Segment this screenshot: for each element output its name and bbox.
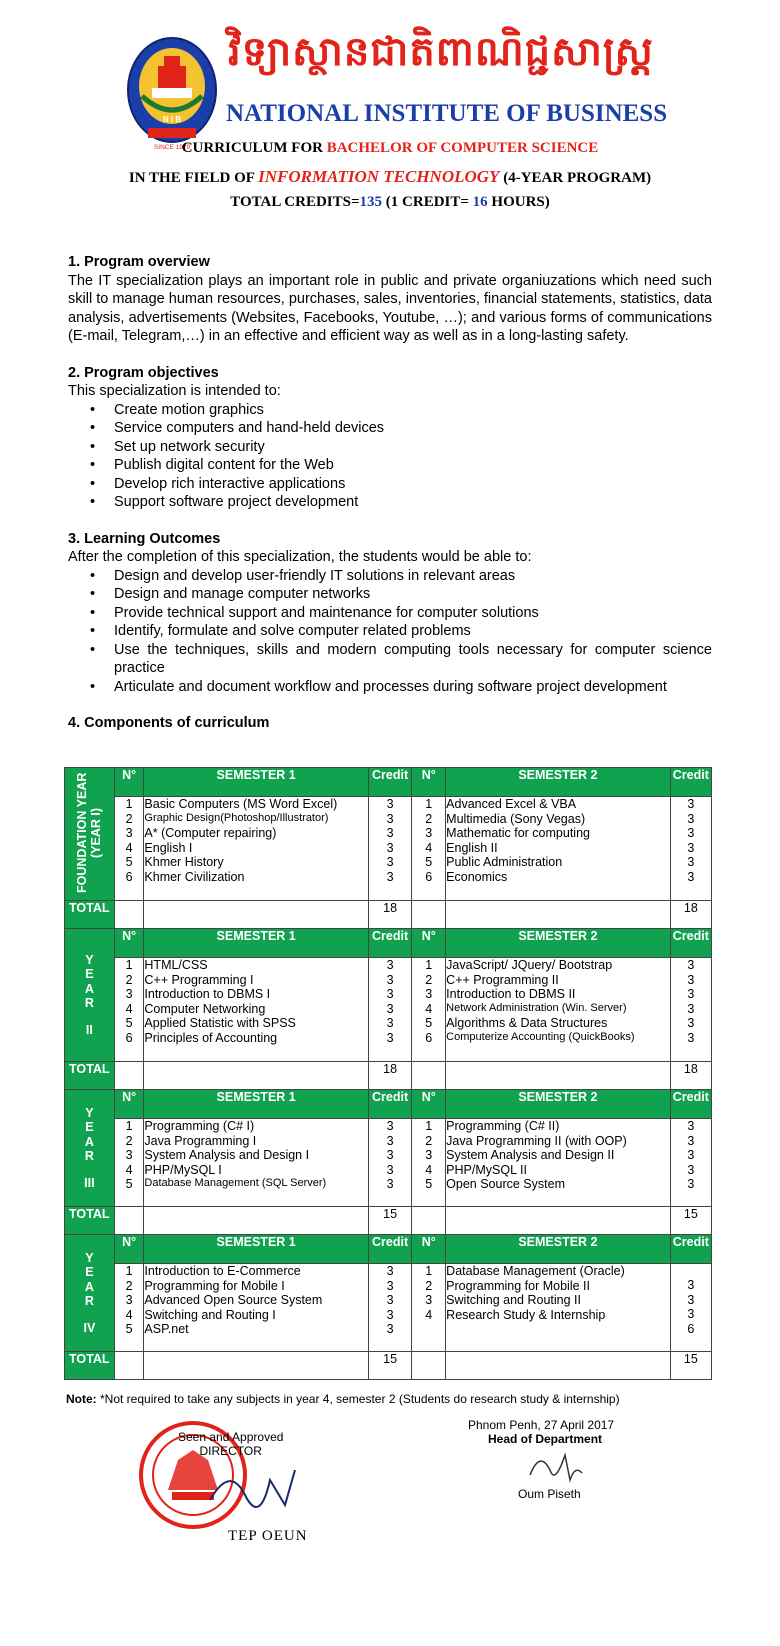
outcomes-intro: After the completion of this specialization, the students would be able to: [68, 549, 532, 565]
list-item: 3 [386, 1001, 394, 1016]
list-item: 4 [125, 1162, 133, 1177]
list-item: Database Management (SQL Server) [144, 1177, 327, 1190]
sem1-subjects [144, 1264, 368, 1352]
sem2-numbers [412, 1264, 446, 1352]
col-no-1: N° [114, 1090, 144, 1119]
col-credit-1: Credit [368, 768, 411, 797]
year-label [65, 1090, 115, 1207]
list-item: 4 [125, 840, 133, 855]
list-item: 6 [425, 869, 433, 884]
note-text: *Not required to take any subjects in year 4, semester 2 (Students do research study & internship) [96, 1392, 620, 1406]
list-item: 3 [687, 1292, 695, 1307]
sem2-subjects [446, 1119, 670, 1207]
list-item: 3 [687, 1016, 695, 1031]
list-item: Programming for Mobile II [446, 1278, 590, 1293]
list-item: 3 [386, 811, 394, 826]
empty-cell [144, 1062, 368, 1090]
list-item: Open Source System [446, 1177, 565, 1192]
col-semester-2: SEMESTER 2 [446, 768, 670, 797]
institute-name: NATIONAL INSTITUTE OF BUSINESS [226, 100, 668, 127]
total-sem2: 18 [670, 1062, 711, 1090]
list-item: 3 [386, 1133, 394, 1148]
list-item: Introduction to DBMS I [144, 987, 271, 1002]
credits-prefix: TOTAL CREDITS= [230, 194, 360, 210]
program-length: (4-YEAR PROGRAM) [499, 170, 652, 186]
empty-cell [114, 1062, 144, 1090]
list-item: 3 [687, 797, 695, 811]
list-item: 1 [425, 1119, 433, 1133]
head-name: Oum Piseth [518, 1487, 581, 1501]
col-no-1: N° [114, 768, 144, 797]
list-item: 3 [386, 1264, 394, 1278]
year-label-text: FOUNDATION YEAR (YEAR I) [75, 772, 104, 893]
overview-title: 1. Program overview [68, 254, 210, 270]
list-item: 5 [425, 1016, 433, 1031]
list-item: 3 [386, 1119, 394, 1133]
list-item: 3 [125, 987, 133, 1002]
list-item: 3 [687, 972, 695, 987]
total-label: TOTAL [65, 1352, 115, 1380]
table-header-row [65, 768, 712, 797]
table-row [65, 797, 712, 901]
list-item: • Articulate and document workflow and processes during software project development [114, 678, 712, 697]
list-item: 3 [687, 1119, 695, 1133]
year-label [65, 929, 115, 1062]
list-item: Introduction to DBMS II [446, 987, 576, 1002]
list-item: 1 [125, 797, 133, 811]
list-item: 2 [425, 1133, 433, 1148]
col-credit-2: Credit [670, 1235, 711, 1264]
head-of-department: Head of Department [488, 1432, 603, 1446]
col-no-2: N° [412, 768, 446, 797]
col-no-1: N° [114, 929, 144, 958]
list-item: 3 [687, 958, 695, 972]
col-semester-1: SEMESTER 1 [144, 929, 368, 958]
list-item: 4 [425, 840, 433, 855]
sem2-credits [670, 1119, 711, 1207]
director-name: TEP OEUN [228, 1528, 308, 1544]
list-item: 4 [125, 1001, 133, 1016]
list-item: Switching and Routing II [446, 1293, 581, 1308]
logo-since: SINCE 1979 [153, 144, 191, 151]
list-item: 2 [125, 1278, 133, 1293]
list-item: Network Administration (Win. Server) [446, 1001, 627, 1014]
document-body [68, 253, 712, 733]
list-item: 3 [386, 855, 394, 870]
list-item: 3 [687, 1001, 695, 1016]
sem2-credits [670, 797, 711, 901]
list-item: Graphic Design(Photoshop/Illustrator) [144, 811, 329, 824]
list-item: 3 [125, 1148, 133, 1163]
list-item: 1 [125, 1264, 133, 1278]
total-sem2: 18 [670, 901, 711, 929]
list-item: PHP/MySQL II [446, 1162, 527, 1177]
list-item: 5 [125, 1177, 133, 1192]
list-item: English II [446, 840, 498, 855]
list-item: • Create motion graphics [114, 401, 712, 420]
list-item: 3 [687, 1162, 695, 1177]
list-item: • Service computers and hand-held devices [114, 419, 712, 438]
list-item: 3 [386, 797, 394, 811]
list-item: 5 [125, 855, 133, 870]
col-credit-2: Credit [670, 1090, 711, 1119]
list-item: 3 [386, 1016, 394, 1031]
director-title: DIRECTOR [199, 1444, 262, 1458]
list-item: 6 [687, 1321, 695, 1336]
list-item: 3 [687, 1278, 695, 1292]
total-label: TOTAL [65, 901, 115, 929]
list-item: 3 [386, 1148, 394, 1163]
col-semester-1: SEMESTER 1 [144, 1090, 368, 1119]
list-item: 1 [425, 1264, 433, 1278]
sem1-numbers [114, 1119, 144, 1207]
objectives-intro: This specialization is intended to: [68, 383, 281, 399]
col-credit-1: Credit [368, 929, 411, 958]
list-item: 3 [386, 1307, 394, 1322]
col-semester-1: SEMESTER 1 [144, 768, 368, 797]
sem2-subjects [446, 797, 670, 901]
table-header-row [65, 1090, 712, 1119]
field-prefix: IN THE FIELD OF [128, 170, 259, 186]
empty-cell [412, 1062, 446, 1090]
col-semester-2: SEMESTER 2 [446, 1090, 670, 1119]
total-label: TOTAL [65, 1062, 115, 1090]
list-item: 3 [687, 869, 695, 884]
credit-hours: 16 [472, 194, 488, 210]
list-item: 6 [425, 1030, 433, 1045]
list-item: 3 [386, 958, 394, 972]
total-sem2: 15 [670, 1352, 711, 1380]
list-item: 3 [386, 1293, 394, 1308]
col-credit-1: Credit [368, 1235, 411, 1264]
total-row [65, 1352, 712, 1380]
list-item: Programming (C# II) [446, 1119, 560, 1133]
nib-logo [124, 36, 220, 152]
list-item: Programming (C# I) [144, 1119, 255, 1133]
list-item: Khmer History [144, 855, 224, 870]
list-item: 3 [386, 1322, 394, 1337]
khmer-title: វិទ្យាស្ថានជាតិពាណិជ្ជសាស្ត្រ [228, 28, 654, 75]
sem2-credits [670, 1264, 711, 1352]
sem1-numbers [114, 1264, 144, 1352]
table-header-row [65, 1235, 712, 1264]
list-item: 1 [125, 1119, 133, 1133]
sign-place-date: Phnom Penh, 27 April 2017 [468, 1418, 615, 1432]
sem1-numbers [114, 958, 144, 1062]
sem2-subjects [446, 1264, 670, 1352]
empty-cell [412, 1207, 446, 1235]
list-item: 3 [687, 1148, 695, 1163]
year-label-text: Y E A R II [84, 952, 94, 1037]
col-semester-1: SEMESTER 1 [144, 1235, 368, 1264]
list-item: 2 [425, 972, 433, 987]
list-item: Database Management (Oracle) [446, 1264, 625, 1278]
col-credit-2: Credit [670, 929, 711, 958]
col-no-2: N° [412, 1235, 446, 1264]
list-item: 3 [386, 972, 394, 987]
col-credit-1: Credit [368, 1090, 411, 1119]
total-sem1: 15 [368, 1352, 411, 1380]
objectives-list [68, 401, 712, 512]
list-item: PHP/MySQL I [144, 1162, 222, 1177]
list-item: 5 [425, 1177, 433, 1192]
list-item: • Support software project development [114, 493, 712, 512]
total-row [65, 1207, 712, 1235]
total-credits: 135 [359, 194, 383, 210]
sem1-credits [368, 1264, 411, 1352]
list-item: Java Programming II (with OOP) [446, 1133, 627, 1148]
curriculum-prefix: CURRICULUM FOR [181, 140, 327, 156]
list-item: Java Programming I [144, 1133, 257, 1148]
year-label-text: Y E A R IV [83, 1250, 96, 1335]
table-header-row [65, 929, 712, 958]
list-item: 3 [386, 826, 394, 841]
list-item: • Identify, formulate and solve computer related problems [114, 622, 712, 641]
list-item: 3 [687, 811, 695, 826]
list-item: 1 [425, 797, 433, 811]
empty-cell [144, 1352, 368, 1380]
year-label [65, 1235, 115, 1352]
sem2-subjects [446, 958, 670, 1062]
list-item: 3 [425, 826, 433, 841]
table-row [65, 958, 712, 1062]
list-item: Introduction to E-Commerce [144, 1264, 301, 1278]
list-item: 3 [386, 1278, 394, 1293]
col-no-2: N° [412, 1090, 446, 1119]
list-item: 2 [125, 1133, 133, 1148]
empty-cell [412, 1352, 446, 1380]
list-item: System Analysis and Design II [446, 1148, 615, 1163]
empty-cell [446, 901, 670, 929]
list-item: 4 [425, 1001, 433, 1016]
col-no-1: N° [114, 1235, 144, 1264]
list-item: 3 [687, 840, 695, 855]
list-item: 4 [425, 1162, 433, 1177]
approval-label [178, 1430, 283, 1458]
curriculum-table [64, 767, 712, 1380]
list-item: 3 [386, 1177, 394, 1192]
list-item: Advanced Excel & VBA [446, 797, 577, 811]
list-item: 3 [687, 826, 695, 841]
total-sem1: 18 [368, 1062, 411, 1090]
list-item: • Provide technical support and maintenance for computer solutions [114, 604, 712, 623]
list-item: JavaScript/ JQuery/ Bootstrap [446, 958, 613, 972]
sem2-numbers [412, 1119, 446, 1207]
empty-cell [144, 1207, 368, 1235]
list-item: • Design and manage computer networks [114, 585, 712, 604]
empty-cell [114, 1352, 144, 1380]
sem1-subjects [144, 958, 368, 1062]
credit-def: (1 CREDIT= [382, 194, 473, 210]
list-item: Economics [446, 869, 508, 884]
list-item: Applied Statistic with SPSS [144, 1016, 296, 1031]
list-item: 3 [425, 987, 433, 1002]
list-item: Programming for Mobile I [144, 1278, 285, 1293]
list-item: • Use the techniques, skills and modern computing tools necessary for computer science practice [114, 641, 712, 678]
sem2-numbers [412, 797, 446, 901]
degree-name: BACHELOR OF COMPUTER SCIENCE [326, 140, 599, 156]
list-item: English I [144, 840, 193, 855]
sem1-credits [368, 797, 411, 901]
outcomes-list [68, 567, 712, 697]
list-item: C++ Programming I [144, 972, 254, 987]
list-item: A* (Computer repairing) [144, 826, 277, 841]
head-signature [520, 1445, 590, 1490]
sem1-credits [368, 958, 411, 1062]
total-label: TOTAL [65, 1207, 115, 1235]
document-header [0, 0, 780, 230]
curriculum-line [0, 140, 780, 157]
list-item: 4 [425, 1307, 433, 1322]
list-item: 1 [425, 958, 433, 972]
list-item: 3 [687, 1307, 695, 1322]
list-item: Computer Networking [144, 1001, 266, 1016]
list-item: Principles of Accounting [144, 1030, 278, 1045]
field-name: INFORMATION TECHNOLOGY [258, 167, 500, 186]
list-item: 3 [687, 1133, 695, 1148]
list-item: • Publish digital content for the Web [114, 456, 712, 475]
empty-cell [144, 901, 368, 929]
total-sem1: 18 [368, 901, 411, 929]
list-item: 3 [386, 1030, 394, 1045]
list-item: 3 [386, 840, 394, 855]
list-item: Algorithms & Data Structures [446, 1016, 608, 1031]
list-item: • Develop rich interactive applications [114, 475, 712, 494]
table-row [65, 1264, 712, 1352]
year-label-text: Y E A R III [84, 1105, 95, 1190]
sem1-subjects [144, 1119, 368, 1207]
total-row [65, 901, 712, 929]
list-item: Mathematic for computing [446, 826, 590, 841]
list-item: 3 [687, 987, 695, 1002]
objectives-title: 2. Program objectives [68, 364, 219, 381]
col-credit-2: Credit [670, 768, 711, 797]
empty-cell [114, 901, 144, 929]
total-row [65, 1062, 712, 1090]
list-item: 3 [386, 987, 394, 1002]
outcomes-title: 3. Learning Outcomes [68, 530, 221, 547]
list-item: 3 [425, 1148, 433, 1163]
sem1-credits [368, 1119, 411, 1207]
note-label: Note: [66, 1392, 97, 1406]
list-item: Multimedia (Sony Vegas) [446, 811, 586, 826]
year-label [65, 768, 115, 901]
list-item: Basic Computers (MS Word Excel) [144, 797, 338, 811]
sem2-numbers [412, 958, 446, 1062]
field-line [0, 167, 780, 187]
list-item: 4 [125, 1307, 133, 1322]
list-item: 3 [386, 1162, 394, 1177]
list-item: Switching and Routing I [144, 1307, 276, 1322]
list-item: 5 [425, 855, 433, 870]
list-item: 3 [687, 855, 695, 870]
list-item: 3 [125, 1293, 133, 1308]
list-item: 6 [125, 1030, 133, 1045]
list-item: 2 [125, 811, 133, 826]
list-item: C++ Programming II [446, 972, 559, 987]
list-item: Research Study & Internship [446, 1307, 606, 1322]
director-signature [200, 1460, 310, 1520]
list-item: 3 [425, 1293, 433, 1308]
list-item: 3 [386, 869, 394, 884]
logo-text: N I B [162, 115, 182, 124]
list-item: 6 [125, 869, 133, 884]
list-item: 2 [425, 811, 433, 826]
empty-cell [446, 1207, 670, 1235]
empty-cell [114, 1207, 144, 1235]
col-no-2: N° [412, 929, 446, 958]
list-item: Computerize Accounting (QuickBooks) [446, 1030, 635, 1043]
list-item: Advanced Open Source System [144, 1293, 323, 1308]
list-item: Khmer Civilization [144, 869, 245, 884]
sem2-credits [670, 958, 711, 1062]
sem1-subjects [144, 797, 368, 901]
empty-cell [446, 1062, 670, 1090]
list-item: HTML/CSS [144, 958, 208, 972]
list-item: Public Administration [446, 855, 563, 870]
list-item: 2 [425, 1278, 433, 1293]
col-semester-2: SEMESTER 2 [446, 929, 670, 958]
seen-approved: Seen and Approved [178, 1430, 284, 1444]
total-sem1: 15 [368, 1207, 411, 1235]
components-title: 4. Components of curriculum [68, 715, 270, 731]
sem1-numbers [114, 797, 144, 901]
list-item: 3 [125, 826, 133, 841]
list-item: 3 [687, 1030, 695, 1045]
list-item: • Design and develop user-friendly IT solutions in relevant areas [114, 567, 712, 586]
credits-line [0, 194, 780, 211]
empty-cell [412, 901, 446, 929]
overview-text: The IT specialization plays an important role in public and private organiuzations which need such skill to manage human resources, purchases, sales, inventories, financial statements, statistics, data analysis, advertisements (Websites, Facebooks, Youtube, …); and various forms of communications (E-mail, Telegram,…) in an effective and efficient way as well as in a long-lasting safety. [68, 272, 712, 344]
total-sem2: 15 [670, 1207, 711, 1235]
list-item: ASP.net [144, 1322, 189, 1337]
list-item: 3 [687, 1177, 695, 1192]
hours-suffix: HOURS) [487, 194, 550, 210]
list-item: 5 [125, 1322, 133, 1337]
table-row [65, 1119, 712, 1207]
list-item: 1 [125, 958, 133, 972]
list-item: 5 [125, 1016, 133, 1031]
empty-cell [446, 1352, 670, 1380]
note [66, 1392, 620, 1406]
col-semester-2: SEMESTER 2 [446, 1235, 670, 1264]
list-item: System Analysis and Design I [144, 1148, 310, 1163]
list-item: • Set up network security [114, 438, 712, 457]
list-item: 2 [125, 972, 133, 987]
